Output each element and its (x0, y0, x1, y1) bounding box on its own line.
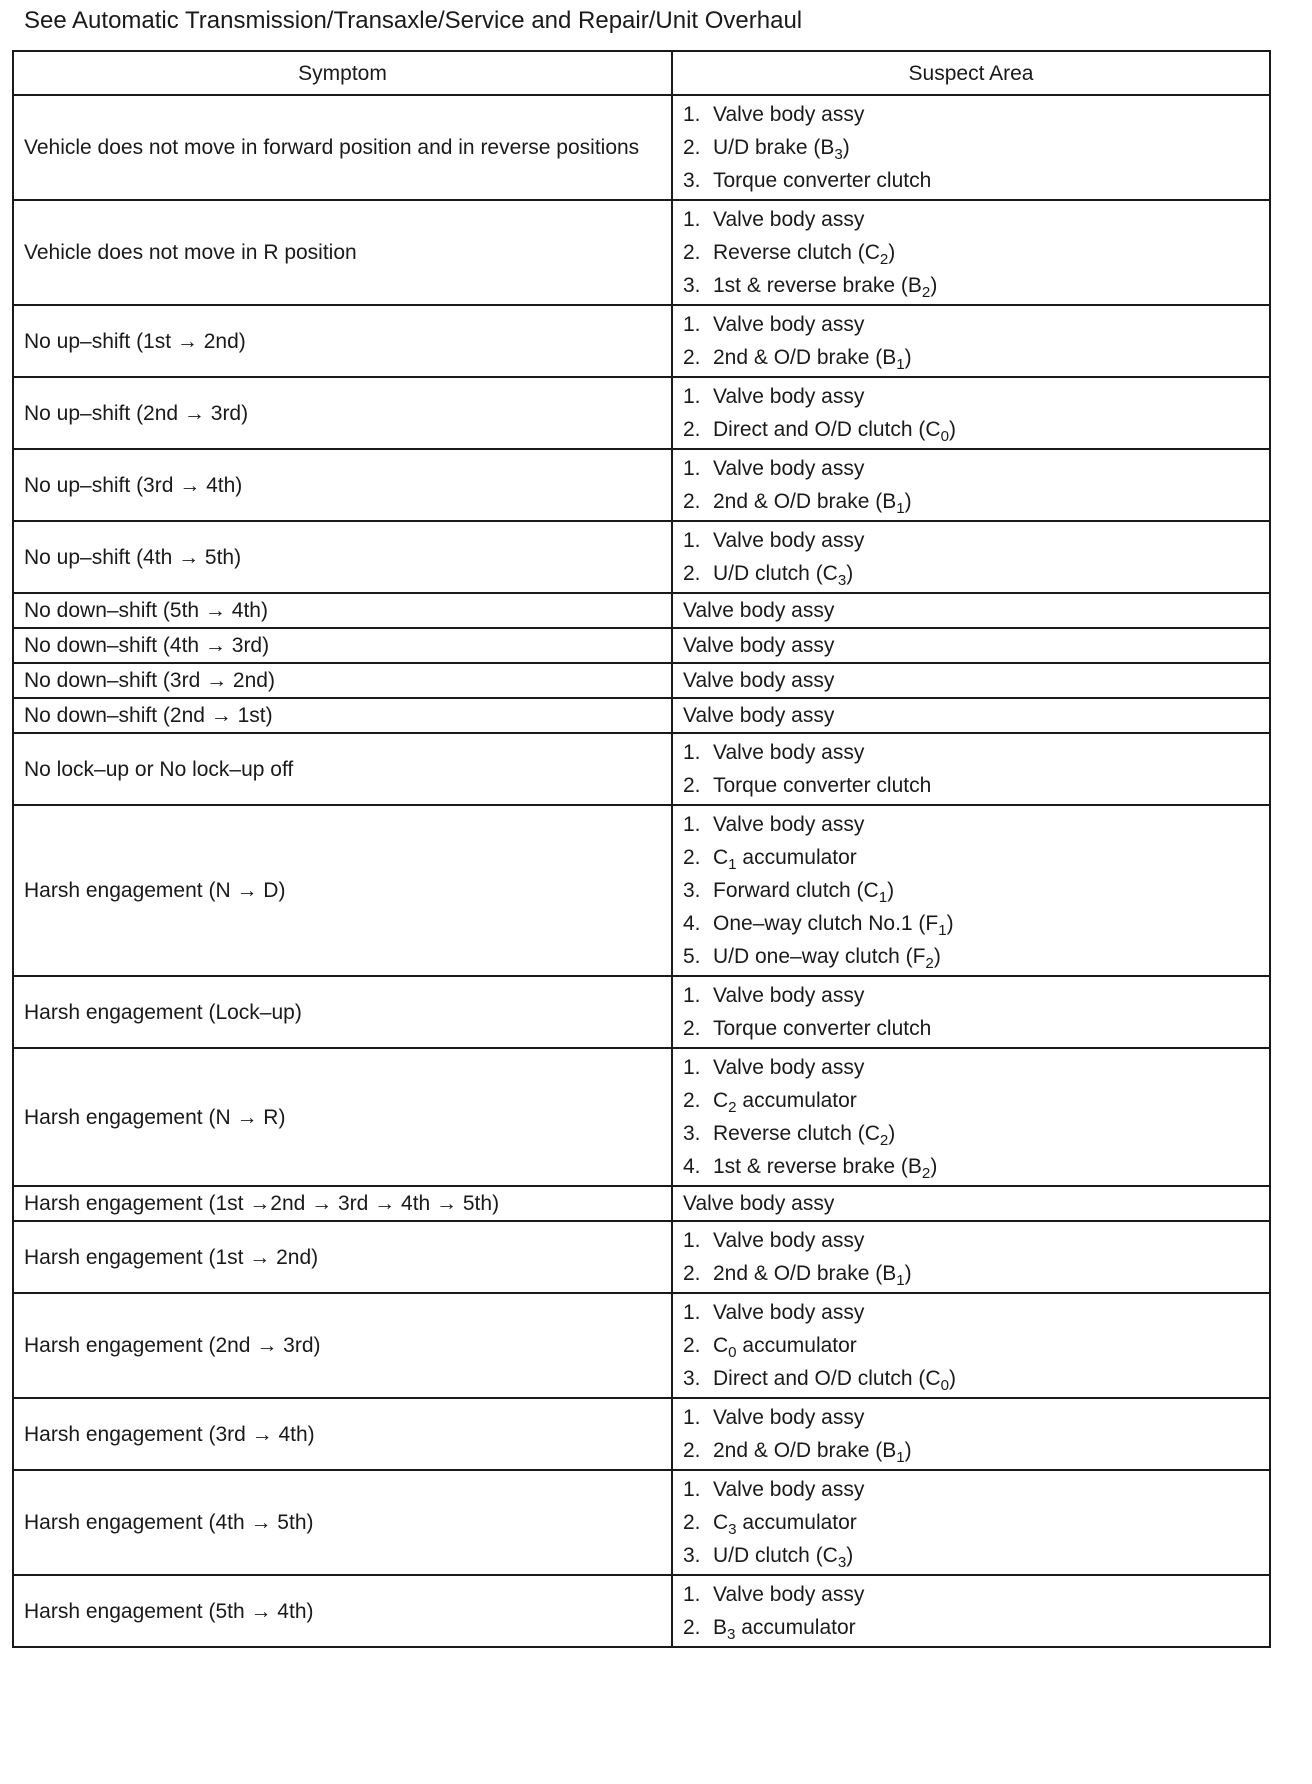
table-row (13, 95, 1270, 200)
item-number: 2. (683, 774, 701, 797)
symptom-cell: No down–shift (5th → 4th) (13, 593, 672, 628)
item-label: Valve body assy (713, 1301, 865, 1324)
item-label: Valve body assy (713, 313, 865, 336)
item-number: 1. (683, 1301, 701, 1324)
item-number: 2. (683, 1089, 701, 1112)
item-text (713, 1051, 864, 1084)
item-label: Torque converter clutch (713, 774, 932, 797)
table-row (13, 1398, 1270, 1470)
item-suffix: ) (888, 241, 896, 264)
item-number: 3. (683, 1367, 701, 1390)
item-number: 2. (683, 1334, 701, 1357)
item-subscript: 3 (727, 1626, 736, 1644)
item-label: Valve body assy (713, 1056, 865, 1079)
suspect-area-item (683, 1473, 1259, 1506)
suspect-area-list (683, 1222, 1259, 1292)
item-text (713, 1578, 864, 1611)
page-title: See Automatic Transmission/Transaxle/Service and Repair/Unit Overhaul (24, 7, 803, 34)
suspect-area-item (683, 452, 1259, 485)
item-text (713, 1257, 912, 1290)
suspect-area-item (683, 164, 1259, 197)
item-number: 2. (683, 1017, 701, 1040)
item-number: 1. (683, 529, 701, 552)
suspect-area-item (683, 808, 1259, 841)
suspect-area-item (683, 1401, 1259, 1434)
table-row (13, 1186, 1270, 1221)
table-row (13, 1575, 1270, 1647)
item-subscript: 2 (879, 251, 889, 269)
item-label: Torque converter clutch (713, 1017, 932, 1040)
item-subscript: 2 (925, 955, 934, 973)
item-text (713, 269, 937, 302)
item-text (713, 1150, 937, 1183)
item-suffix: accumulator (736, 1334, 857, 1357)
symptom-cell: Harsh engagement (1st → 2nd) (13, 1221, 672, 1293)
item-number: 1. (683, 313, 701, 336)
suspect-area-cell (672, 698, 1270, 733)
suspect-area-item (683, 308, 1259, 341)
suspect-area-item (683, 1506, 1259, 1539)
suspect-area-item (683, 269, 1259, 302)
item-label: 2nd & O/D brake (B (713, 346, 897, 369)
table-row (13, 1470, 1270, 1575)
item-text (713, 874, 894, 907)
suspect-area-list (683, 734, 1259, 804)
item-suffix: ) (933, 945, 941, 968)
symptom-table (12, 50, 1271, 1648)
item-subscript: 0 (940, 1377, 949, 1395)
item-suffix: accumulator (735, 1616, 856, 1639)
suspect-area-item (683, 841, 1259, 874)
suspect-area-list (683, 977, 1259, 1047)
item-subscript: 1 (878, 889, 888, 907)
item-subscript: 0 (940, 428, 949, 446)
item-suffix: ) (904, 346, 912, 369)
item-label: B (713, 1616, 728, 1639)
item-suffix: accumulator (736, 1089, 857, 1112)
suspect-area-text: Valve body assy (683, 704, 835, 727)
item-suffix: ) (846, 562, 854, 585)
symptom-cell: Harsh engagement (N → R) (13, 1048, 672, 1186)
item-number: 3. (683, 879, 701, 902)
item-label: Valve body assy (713, 385, 865, 408)
item-text (713, 557, 853, 590)
suspect-area-item (683, 1611, 1259, 1644)
item-subscript: 2 (728, 1099, 737, 1117)
suspect-area-item (683, 557, 1259, 590)
item-text (713, 308, 864, 341)
item-label: Reverse clutch (C (713, 241, 880, 264)
suspect-area-list (683, 1399, 1259, 1469)
item-suffix: ) (904, 490, 912, 513)
suspect-area-item (683, 736, 1259, 769)
table-row (13, 593, 1270, 628)
item-subscript: 1 (896, 1272, 905, 1290)
table-header-row (13, 51, 1270, 95)
suspect-area-cell (672, 1186, 1270, 1221)
suspect-area-cell (672, 805, 1270, 976)
item-label: C (713, 846, 729, 869)
symptom-cell: Harsh engagement (N → D) (13, 805, 672, 976)
suspect-area-item (683, 1329, 1259, 1362)
item-number: 2. (683, 1616, 701, 1639)
item-text (713, 1084, 857, 1117)
item-text (713, 769, 931, 802)
item-number: 4. (683, 912, 701, 935)
table-row (13, 805, 1270, 976)
symptom-cell: No up–shift (4th → 5th) (13, 521, 672, 593)
item-subscript: 3 (837, 572, 847, 590)
item-text (713, 1224, 864, 1257)
item-number: 1. (683, 103, 701, 126)
item-number: 5. (683, 945, 701, 968)
item-number: 2. (683, 562, 701, 585)
symptom-cell: Harsh engagement (4th → 5th) (13, 1470, 672, 1575)
suspect-area-cell (672, 377, 1270, 449)
item-number: 1. (683, 813, 701, 836)
suspect-area-cell (672, 1398, 1270, 1470)
item-subscript: 3 (837, 1554, 847, 1572)
item-label: Valve body assy (713, 1478, 865, 1501)
table-row (13, 976, 1270, 1048)
item-text (713, 413, 956, 446)
item-text (713, 1434, 912, 1467)
suspect-area-item (683, 413, 1259, 446)
suspect-area-item (683, 1434, 1259, 1467)
suspect-area-cell (672, 200, 1270, 305)
item-label: Valve body assy (713, 103, 865, 126)
item-number: 3. (683, 1544, 701, 1567)
item-subscript: 3 (728, 1521, 737, 1539)
suspect-area-item (683, 131, 1259, 164)
item-label: Reverse clutch (C (713, 1122, 880, 1145)
item-label: Direct and O/D clutch (C (713, 1367, 941, 1390)
item-subscript: 1 (896, 1449, 905, 1467)
suspect-area-item (683, 1051, 1259, 1084)
item-label: Valve body assy (713, 813, 865, 836)
table-row (13, 628, 1270, 663)
item-number: 1. (683, 1229, 701, 1252)
item-label: One–way clutch No.1 (F (713, 912, 939, 935)
item-text (713, 1362, 956, 1395)
item-text (713, 98, 864, 131)
item-text (713, 1296, 864, 1329)
suspect-area-cell (672, 1048, 1270, 1186)
suspect-area-item (683, 1084, 1259, 1117)
table-row (13, 305, 1270, 377)
suspect-area-list (683, 306, 1259, 376)
item-suffix: ) (846, 1544, 854, 1567)
item-number: 2. (683, 346, 701, 369)
item-suffix: accumulator (736, 846, 857, 869)
item-label: 1st & reverse brake (B (713, 1155, 922, 1178)
symptom-cell: No up–shift (2nd → 3rd) (13, 377, 672, 449)
item-label: Valve body assy (713, 208, 865, 231)
suspect-area-cell (672, 305, 1270, 377)
item-number: 2. (683, 1439, 701, 1462)
item-suffix: ) (888, 1122, 896, 1145)
suspect-area-item (683, 236, 1259, 269)
suspect-area-text: Valve body assy (683, 669, 835, 692)
item-text (713, 940, 941, 973)
suspect-area-item (683, 979, 1259, 1012)
item-number: 2. (683, 1511, 701, 1534)
item-suffix: ) (842, 136, 850, 159)
symptom-cell: No down–shift (2nd → 1st) (13, 698, 672, 733)
table-row (13, 377, 1270, 449)
item-label: 2nd & O/D brake (B (713, 1439, 897, 1462)
symptom-cell: No lock–up or No lock–up off (13, 733, 672, 805)
suspect-area-text: Valve body assy (683, 1192, 835, 1215)
suspect-area-list (683, 450, 1259, 520)
item-label: Valve body assy (713, 457, 865, 480)
item-text (713, 979, 864, 1012)
item-text (713, 907, 954, 940)
item-label: C (713, 1089, 729, 1112)
item-number: 2. (683, 136, 701, 159)
suspect-area-item (683, 203, 1259, 236)
item-subscript: 2 (921, 1165, 931, 1183)
item-text (713, 131, 850, 164)
item-text (713, 1611, 856, 1644)
item-number: 1. (683, 984, 701, 1007)
item-text (713, 1473, 864, 1506)
table-body (13, 95, 1270, 1647)
suspect-area-item (683, 98, 1259, 131)
item-text (713, 1012, 931, 1045)
item-label: U/D clutch (C (713, 562, 838, 585)
suspect-area-cell (672, 976, 1270, 1048)
item-suffix: ) (946, 912, 954, 935)
item-text (713, 1329, 857, 1362)
suspect-area-list (683, 1049, 1259, 1185)
item-subscript: 0 (728, 1344, 737, 1362)
item-text (713, 341, 912, 374)
suspect-area-item (683, 1012, 1259, 1045)
suspect-area-cell (672, 449, 1270, 521)
table-row (13, 1293, 1270, 1398)
item-number: 2. (683, 490, 701, 513)
symptom-cell: Vehicle does not move in R position (13, 200, 672, 305)
symptom-cell: Vehicle does not move in forward position and in reverse positions (13, 95, 672, 200)
suspect-area-item (683, 341, 1259, 374)
item-text (713, 1539, 853, 1572)
symptom-cell: No up–shift (3rd → 4th) (13, 449, 672, 521)
symptom-cell: Harsh engagement (3rd → 4th) (13, 1398, 672, 1470)
symptom-cell: Harsh engagement (1st →2nd → 3rd → 4th → 5th) (13, 1186, 672, 1221)
item-suffix: ) (930, 274, 938, 297)
item-label: Valve body assy (713, 1406, 865, 1429)
item-text (713, 380, 864, 413)
item-text (713, 485, 912, 518)
item-number: 1. (683, 208, 701, 231)
suspect-area-text: Valve body assy (683, 599, 835, 622)
item-number: 1. (683, 457, 701, 480)
item-number: 1. (683, 1056, 701, 1079)
item-label: 1st & reverse brake (B (713, 274, 922, 297)
suspect-area-item (683, 940, 1259, 973)
item-subscript: 1 (728, 856, 737, 874)
suspect-area-item (683, 1150, 1259, 1183)
suspect-area-cell (672, 593, 1270, 628)
item-number: 3. (683, 1122, 701, 1145)
item-text (713, 203, 864, 236)
suspect-area-cell (672, 95, 1270, 200)
suspect-area-item (683, 1224, 1259, 1257)
item-label: Valve body assy (713, 529, 865, 552)
item-suffix: ) (948, 1367, 956, 1390)
item-suffix: ) (904, 1262, 912, 1285)
suspect-area-cell (672, 628, 1270, 663)
suspect-area-item (683, 1257, 1259, 1290)
suspect-area-cell (672, 1575, 1270, 1647)
item-label: 2nd & O/D brake (B (713, 1262, 897, 1285)
suspect-area-cell (672, 663, 1270, 698)
item-number: 1. (683, 385, 701, 408)
suspect-area-list (683, 96, 1259, 199)
suspect-area-item (683, 1362, 1259, 1395)
item-label: Forward clutch (C (713, 879, 879, 902)
item-label: C (713, 1511, 729, 1534)
item-number: 3. (683, 169, 701, 192)
table-row (13, 521, 1270, 593)
item-subscript: 1 (896, 356, 905, 374)
suspect-area-list (683, 1471, 1259, 1574)
item-subscript: 3 (834, 146, 843, 164)
item-suffix: ) (904, 1439, 912, 1462)
suspect-area-cell (672, 1221, 1270, 1293)
table-row (13, 698, 1270, 733)
table-row (13, 733, 1270, 805)
suspect-area-item (683, 380, 1259, 413)
suspect-area-list (683, 1294, 1259, 1397)
item-suffix: ) (948, 418, 956, 441)
symptom-cell: No down–shift (4th → 3rd) (13, 628, 672, 663)
item-text (713, 1117, 895, 1150)
suspect-area-item (683, 1117, 1259, 1150)
item-suffix: ) (887, 879, 895, 902)
suspect-area-cell (672, 733, 1270, 805)
symptom-cell: Harsh engagement (Lock–up) (13, 976, 672, 1048)
item-label: U/D one–way clutch (F (713, 945, 926, 968)
item-subscript: 2 (879, 1132, 889, 1150)
suspect-area-list (683, 522, 1259, 592)
item-suffix: ) (930, 1155, 938, 1178)
table-row (13, 663, 1270, 698)
item-number: 2. (683, 241, 701, 264)
item-text (713, 1401, 864, 1434)
symptom-cell: Harsh engagement (2nd → 3rd) (13, 1293, 672, 1398)
item-text (713, 736, 864, 769)
suspect-area-list (683, 806, 1259, 975)
item-number: 4. (683, 1155, 701, 1178)
item-number: 1. (683, 1406, 701, 1429)
item-number: 2. (683, 846, 701, 869)
suspect-area-item (683, 485, 1259, 518)
item-label: Direct and O/D clutch (C (713, 418, 941, 441)
symptom-cell: No up–shift (1st → 2nd) (13, 305, 672, 377)
item-label: Valve body assy (713, 984, 865, 1007)
suspect-area-cell (672, 1293, 1270, 1398)
suspect-area-item (683, 524, 1259, 557)
suspect-area-list (683, 201, 1259, 304)
suspect-area-cell (672, 1470, 1270, 1575)
item-text (713, 524, 864, 557)
item-label: Valve body assy (713, 1583, 865, 1606)
item-text (713, 841, 857, 874)
table-row (13, 1221, 1270, 1293)
item-label: 2nd & O/D brake (B (713, 490, 897, 513)
item-text (713, 452, 864, 485)
suspect-area-item (683, 1296, 1259, 1329)
item-subscript: 1 (896, 500, 905, 518)
item-number: 1. (683, 741, 701, 764)
symptom-cell: No down–shift (3rd → 2nd) (13, 663, 672, 698)
item-label: Valve body assy (713, 1229, 865, 1252)
item-suffix: accumulator (736, 1511, 857, 1534)
table-row (13, 200, 1270, 305)
item-number: 1. (683, 1478, 701, 1501)
item-number: 1. (683, 1583, 701, 1606)
item-number: 3. (683, 274, 701, 297)
item-text (713, 1506, 857, 1539)
item-subscript: 1 (938, 922, 947, 940)
suspect-area-list (683, 1576, 1259, 1646)
table-row (13, 449, 1270, 521)
column-header-symptom: Symptom (13, 51, 672, 95)
column-header-suspect-area: Suspect Area (672, 51, 1270, 95)
suspect-area-item (683, 1578, 1259, 1611)
suspect-area-cell (672, 521, 1270, 593)
suspect-area-item (683, 874, 1259, 907)
item-label: Valve body assy (713, 741, 865, 764)
item-number: 2. (683, 1262, 701, 1285)
item-label: U/D brake (B (713, 136, 835, 159)
suspect-area-list (683, 378, 1259, 448)
suspect-area-text: Valve body assy (683, 634, 835, 657)
item-label: Torque converter clutch (713, 169, 932, 192)
suspect-area-item (683, 769, 1259, 802)
suspect-area-item (683, 1539, 1259, 1572)
item-number: 2. (683, 418, 701, 441)
item-text (713, 164, 931, 197)
item-label: U/D clutch (C (713, 1544, 838, 1567)
item-text (713, 808, 864, 841)
symptom-cell: Harsh engagement (5th → 4th) (13, 1575, 672, 1647)
suspect-area-item (683, 907, 1259, 940)
item-subscript: 2 (921, 284, 931, 302)
item-label: C (713, 1334, 729, 1357)
table-row (13, 1048, 1270, 1186)
item-text (713, 236, 895, 269)
